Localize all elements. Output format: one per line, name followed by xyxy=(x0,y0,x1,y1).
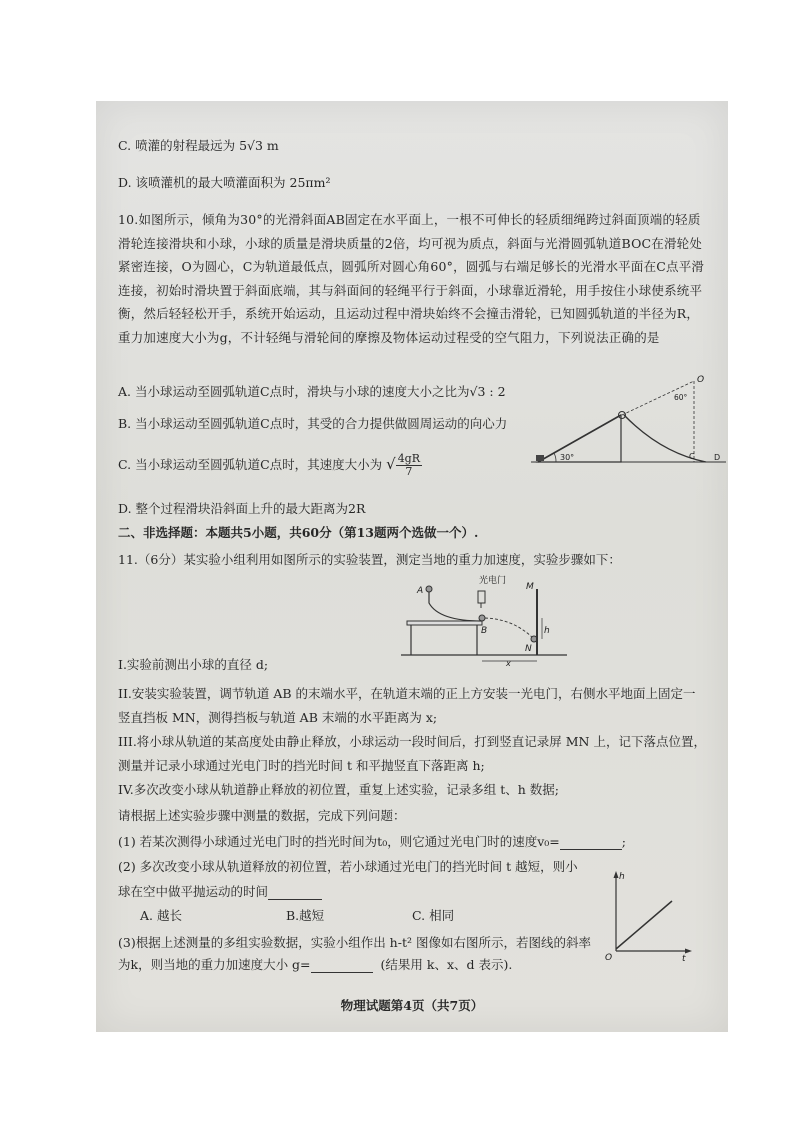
svg-text:30°: 30° xyxy=(560,453,575,462)
slider-block xyxy=(536,455,544,461)
svg-text:M: M xyxy=(526,582,534,592)
q11-step2: II.安装实验装置，调节轨道 AB 的末端水平，在轨道末端的正上方安装一光电门，右侧水平地面上固定一竖直挡板 MN，测得挡板与轨道 AB 末端的水平距离为 x; xyxy=(118,686,696,725)
q10-incline-figure xyxy=(526,373,726,468)
q11-sub2-choice-a: A. 越长 xyxy=(140,908,182,923)
q11-step3: III.将小球从轨道的某高度处由静止释放，小球运动一段时间后，打到竖直记录屏 MN 上，记下落点位置，测量并记录小球通过光电门时的挡光时间 t 和平抛竖直下落距离 h; xyxy=(118,734,706,773)
q10-option-c: C. 当小球运动至圆弧轨道C点时，其速度大小为 √ $\frac{4gR}{7}$ xyxy=(118,452,421,478)
q11-sub2-line1: (2) 多次改变小球从轨道释放的初位置，若小球通过光电门的挡光时间 t 越短，则小 xyxy=(118,859,578,874)
q11-h-t2-graph xyxy=(604,869,694,961)
q10-option-a: A. 当小球运动至圆弧轨道C点时，滑块与小球的速度大小之比为√3 : 2 xyxy=(118,384,506,399)
page-footer: 物理试题第4页（共7页） xyxy=(340,998,484,1013)
q10-option-d: D. 整个过程滑块沿斜面上升的最大距离为2R xyxy=(118,501,366,516)
svg-text:C: C xyxy=(689,452,695,461)
q10-stem: 10.如图所示，倾角为30°的光滑斜面AB固定在水平面上，一根不可伸长的轻质细绳跨过斜面顶端的轻质滑轮连接滑块和小球，小球的质量是滑块质量的2倍，均可视为质点，斜面与光滑圆弧轨道BOC在滑轮处紧密连接，O为圆心，C为轨道最低点，圆弧所对圆心角60°，圆弧与右端足够长的光滑水平面在C点平滑连接，初始时滑块置于斜面底端，其与斜面间的轻绳平行于斜面，小球靠近滑轮，用手按住小球使系统平衡，然后轻轻松开手，系统开始运动，且运动过程中滑块始终不会撞击滑轮，已知圆弧轨道的半径为R，重力加速度大小为g，不计轻绳与滑轮间的摩擦及物体运动过程受的空气阻力，下列说法正确的是 xyxy=(118,212,705,345)
answer-blank-g[interactable] xyxy=(311,959,373,973)
q11-prompt: 请根据上述实验步骤中测量的数据，完成下列问题： xyxy=(118,808,406,823)
svg-text:A: A xyxy=(417,586,424,596)
q11-step1: I.实验前测出小球的直径 d; xyxy=(118,657,269,672)
q11-sub3-line2: 为k，则当地的重力加速度大小 g= (结果用 k、x、d 表示). xyxy=(118,957,513,972)
svg-text:O: O xyxy=(697,375,705,385)
svg-text:光电门: 光电门 xyxy=(479,576,507,586)
exam-page xyxy=(96,101,728,1032)
q9-option-d: D. 该喷灌机的最大喷灌面积为 25πm² xyxy=(118,175,331,190)
svg-text:60°: 60° xyxy=(674,393,688,402)
q11-sub1: (1) 若某次测得小球通过光电门时的挡光时间为t₀，则它通过光电门时的速度v₀= ; xyxy=(118,834,626,849)
q11-stem: 11.（6分）某实验小组利用如图所示的实验装置，测定当地的重力加速度，实验步骤如下： xyxy=(118,552,621,567)
svg-text:D: D xyxy=(714,453,721,462)
svg-text:x: x xyxy=(506,659,511,666)
answer-blank-time[interactable] xyxy=(268,886,322,900)
q10-option-c-fraction: $\frac{4gR}{7}$ xyxy=(397,452,421,478)
q11-sub3-line1: (3)根据上述测量的多组实验数据，实验小组作出 h-t² 图像如右图所示，若图线的斜率 xyxy=(118,935,591,950)
q9-option-c: C. 喷灌的射程最远为 5√3 m xyxy=(118,138,279,153)
svg-text:h: h xyxy=(619,872,625,882)
answer-blank-v0[interactable] xyxy=(560,836,622,850)
photogate-icon xyxy=(478,591,485,603)
svg-text:B: B xyxy=(481,626,488,636)
q11-sub2-choice-b: B.越短 xyxy=(286,908,325,923)
q11-sub2-choice-c: C. 相同 xyxy=(412,908,455,923)
svg-text:h: h xyxy=(544,626,550,636)
q10-option-b: B. 当小球运动至圆弧轨道C点时，其受的合力提供做圆周运动的向心力 xyxy=(118,416,508,431)
q11-apparatus-figure xyxy=(399,571,569,666)
svg-text:N: N xyxy=(525,644,532,654)
q11-step4: IV.多次改变小球从轨道静止释放的初位置，重复上述实验，记录多组 t、h 数据; xyxy=(118,782,559,797)
q11-sub2-line2: 球在空中做平抛运动的时间 xyxy=(118,884,322,900)
svg-text:O: O xyxy=(605,953,613,961)
svg-text:t: t xyxy=(682,954,686,961)
section2-heading: 二、非选择题：本题共5小题，共60分（第13题两个选做一个）. xyxy=(118,525,479,540)
